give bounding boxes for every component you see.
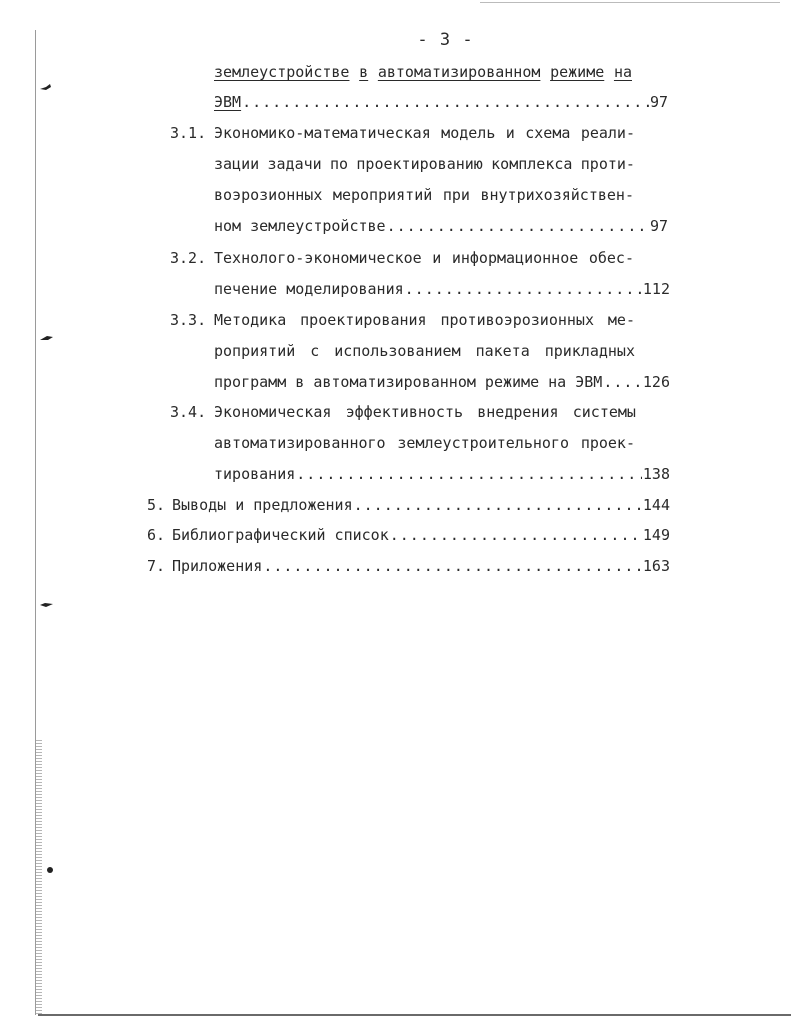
toc-word: реали- <box>580 124 635 142</box>
toc-entry-chapter-7[interactable] <box>172 557 670 575</box>
toc-word: внедрения <box>477 403 559 421</box>
toc-word: прикладных <box>544 342 635 360</box>
toc-entry-3-4[interactable] <box>214 465 670 483</box>
toc-line <box>214 155 635 173</box>
toc-page-number: 163 <box>642 557 670 575</box>
toc-word: по <box>330 155 349 173</box>
toc-line <box>214 186 634 204</box>
toc-entry-3-2[interactable] <box>214 280 670 298</box>
toc-word: системы <box>572 403 636 421</box>
toc-word: ме- <box>607 311 635 329</box>
toc-line <box>214 124 635 142</box>
toc-word: схема <box>525 124 571 142</box>
binding-hole-mark <box>40 334 52 342</box>
binding-hole-mark <box>40 601 52 609</box>
toc-page-number: 97 <box>649 93 668 111</box>
toc-line <box>214 434 635 452</box>
toc-entry-chapter-6[interactable] <box>172 526 670 544</box>
toc-leader-dots <box>390 526 642 544</box>
toc-label: Библиографический список <box>172 526 389 544</box>
toc-word: эффективность <box>345 403 464 421</box>
toc-leader-dots <box>242 93 649 111</box>
toc-word: модель <box>441 124 496 142</box>
toc-word: и <box>432 249 442 267</box>
toc-entry-continued[interactable] <box>214 93 668 111</box>
toc-word: мероприятий <box>332 186 433 204</box>
scan-edge-top <box>480 2 780 3</box>
toc-label: ЭВМ <box>214 93 242 111</box>
page-number: - 3 - <box>417 30 474 50</box>
toc-line <box>214 311 635 329</box>
toc-page-number: 138 <box>642 465 670 483</box>
toc-word: противоэрозионных <box>440 311 594 329</box>
toc-leader-dots <box>405 280 642 298</box>
toc-label: программ в автоматизированном режиме на ЭВМ <box>214 373 603 391</box>
toc-label: Выводы и предложения <box>172 496 353 514</box>
toc-entry-3-3[interactable] <box>214 373 670 391</box>
toc-section-number: 3.2. <box>170 249 207 267</box>
toc-word: в <box>359 63 369 81</box>
scan-edge-binding <box>36 740 42 1015</box>
toc-word: пакета <box>475 342 530 360</box>
toc-word: Методика <box>214 311 287 329</box>
toc-word: автоматизированном <box>377 63 541 81</box>
toc-word: проти- <box>580 155 635 173</box>
toc-word: проек- <box>580 434 635 452</box>
toc-label: ном землеустройстве <box>214 217 386 235</box>
toc-page-number: 97 <box>649 217 668 235</box>
toc-entry-3-1[interactable] <box>214 217 668 235</box>
toc-entry-chapter-5[interactable] <box>172 496 670 514</box>
toc-leader-dots <box>354 496 642 514</box>
toc-line <box>214 249 634 267</box>
toc-section-number: 3.4. <box>170 403 207 421</box>
toc-word: землеустройстве <box>214 63 350 81</box>
toc-chapter-number: 5. <box>147 496 166 514</box>
toc-word: проектированию <box>356 155 483 173</box>
toc-word: проектирования <box>300 311 427 329</box>
toc-chapter-number: 6. <box>147 526 166 544</box>
toc-chapter-number: 7. <box>147 557 166 575</box>
toc-word: на <box>613 63 632 81</box>
toc-leader-dots <box>263 557 642 575</box>
toc-label: Приложения <box>172 557 263 575</box>
toc-word: и <box>505 124 515 142</box>
toc-word: воэрозионных <box>214 186 323 204</box>
toc-word: при <box>442 186 470 204</box>
binding-hole-mark <box>46 866 58 874</box>
toc-word: использованием <box>334 342 461 360</box>
toc-leader-dots <box>296 465 642 483</box>
toc-word: информационное <box>451 249 579 267</box>
toc-word: обес- <box>588 249 634 267</box>
toc-section-number: 3.3. <box>170 311 207 329</box>
toc-word: задачи <box>267 155 322 173</box>
toc-label: печение моделирования <box>214 280 404 298</box>
toc-section-number: 3.1. <box>170 124 207 142</box>
toc-line <box>214 342 635 360</box>
toc-word: зации <box>214 155 260 173</box>
binding-hole-mark <box>40 84 52 92</box>
toc-label: тирования <box>214 465 296 483</box>
toc-line <box>214 403 636 421</box>
toc-word: комплекса <box>491 155 573 173</box>
toc-page-number: 126 <box>642 373 670 391</box>
toc-word: с <box>310 342 320 360</box>
scan-edge-bottom <box>38 1014 791 1016</box>
toc-word: режиме <box>550 63 605 81</box>
toc-leader-dots <box>387 217 649 235</box>
toc-page-number: 112 <box>642 280 670 298</box>
toc-word: Технолого-экономическое <box>214 249 422 267</box>
toc-word: Экономическая <box>214 403 332 421</box>
toc-word: Экономико-математическая <box>214 124 431 142</box>
toc-word: автоматизированного <box>214 434 386 452</box>
toc-page-number: 144 <box>642 496 670 514</box>
toc-word: землеустроительного <box>397 434 569 452</box>
toc-leader-dots <box>603 373 642 391</box>
toc-continued-line <box>214 63 632 81</box>
toc-word: внутрихозяйствен- <box>480 186 634 204</box>
toc-page-number: 149 <box>642 526 670 544</box>
toc-word: роприятий <box>214 342 296 360</box>
